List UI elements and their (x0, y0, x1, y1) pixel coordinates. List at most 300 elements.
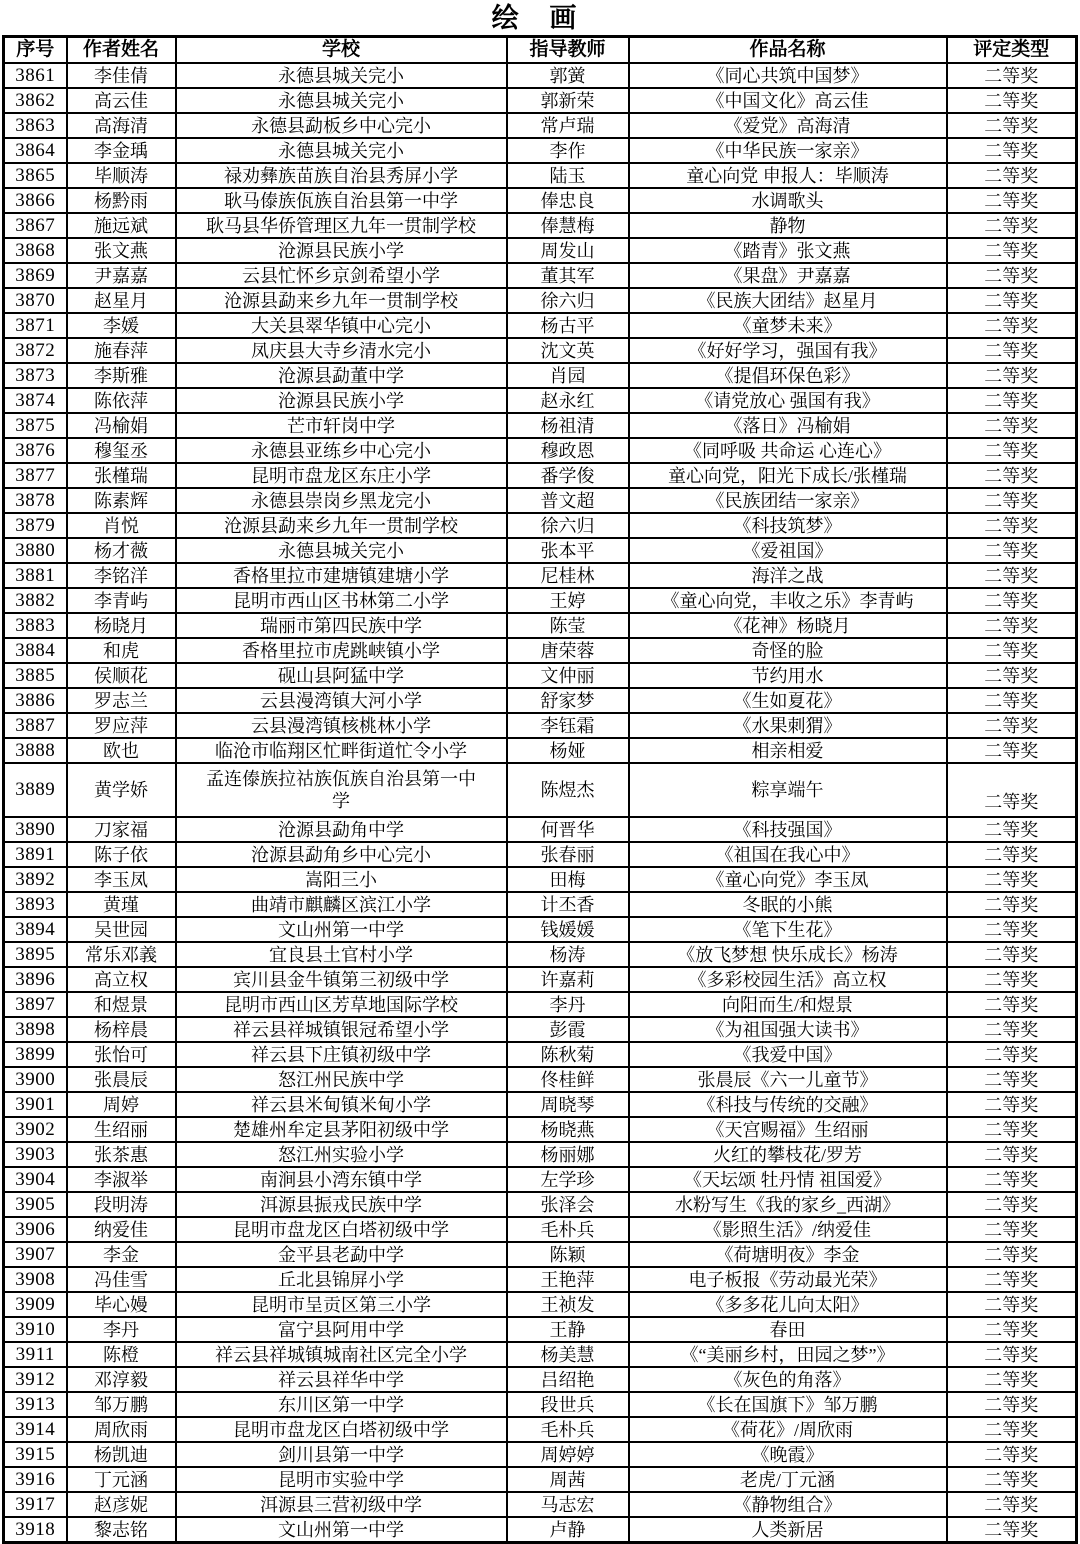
award-cell: 二等奖 (947, 1167, 1077, 1192)
school-cell (176, 1242, 507, 1267)
author-cell: 罗应萍 (67, 713, 176, 738)
award-cell: 二等奖 (947, 1192, 1077, 1217)
school-name: 云县忙怀乡京剑希望小学 (242, 265, 440, 286)
award-cell: 二等奖 (947, 942, 1077, 967)
school-cell (176, 1292, 507, 1317)
school-cell (176, 88, 507, 113)
author-cell: 罗志兰 (67, 688, 176, 713)
work-cell: 《果盘》尹嘉嘉 (629, 263, 947, 288)
award-cell: 二等奖 (947, 1467, 1077, 1492)
school-cell (176, 663, 507, 688)
school-cell (176, 438, 507, 463)
award-cell: 二等奖 (947, 1517, 1077, 1543)
work-cell: 《静物组合》 (629, 1492, 947, 1517)
school-name: 永德县城关完小 (278, 540, 404, 561)
work-cell: 水调歌头 (629, 188, 947, 213)
work-cell: 《同心共筑中国梦》 (629, 63, 947, 88)
school-cell (176, 1317, 507, 1342)
author-cell: 生绍丽 (67, 1117, 176, 1142)
award-cell: 二等奖 (947, 663, 1077, 688)
table-row (4, 238, 1077, 263)
award-cell: 二等奖 (947, 213, 1077, 238)
teacher-cell: 卢静 (507, 1517, 629, 1543)
serial-cell: 3893 (4, 892, 67, 917)
serial-cell: 3888 (4, 738, 67, 763)
author-cell: 施远斌 (67, 213, 176, 238)
teacher-cell: 段世兵 (507, 1392, 629, 1417)
serial-cell: 3890 (4, 817, 67, 842)
work-cell: 《童心向党，丰收之乐》李青屿 (629, 588, 947, 613)
school-cell (176, 1392, 507, 1417)
award-cell: 二等奖 (947, 188, 1077, 213)
school-name: 云县漫湾镇核桃林小学 (251, 715, 431, 736)
serial-cell: 3892 (4, 867, 67, 892)
work-cell: 电子板报《劳动最光荣》 (629, 1267, 947, 1292)
serial-cell: 3878 (4, 488, 67, 513)
author-cell: 陈橙 (67, 1342, 176, 1367)
teacher-cell: 文仲丽 (507, 663, 629, 688)
teacher-cell: 陆玉 (507, 163, 629, 188)
award-cell: 二等奖 (947, 313, 1077, 338)
work-cell: 老虎/丁元涵 (629, 1467, 947, 1492)
table-row (4, 463, 1077, 488)
school-cell (176, 288, 507, 313)
author-cell: 黎志铭 (67, 1517, 176, 1543)
teacher-cell: 周婷婷 (507, 1442, 629, 1467)
table-row (4, 1342, 1077, 1367)
serial-cell: 3911 (4, 1342, 67, 1367)
award-cell: 二等奖 (947, 1117, 1077, 1142)
school-name: 怒江州实验小学 (278, 1144, 404, 1165)
school-cell (176, 992, 507, 1017)
table-row (4, 288, 1077, 313)
table-row (4, 1142, 1077, 1167)
table-row (4, 513, 1077, 538)
school-cell (176, 463, 507, 488)
author-cell: 邓淳毅 (67, 1367, 176, 1392)
author-cell: 肖悦 (67, 513, 176, 538)
serial-cell: 3871 (4, 313, 67, 338)
work-cell: 《中国文化》高云佳 (629, 88, 947, 113)
school-cell (176, 1092, 507, 1117)
serial-cell: 3887 (4, 713, 67, 738)
teacher-cell: 杨古平 (507, 313, 629, 338)
school-cell (176, 1117, 507, 1142)
author-cell: 杨凯迪 (67, 1442, 176, 1467)
school-name: 永德县城关完小 (278, 90, 404, 111)
teacher-cell: 王婷 (507, 588, 629, 613)
table-row (4, 413, 1077, 438)
serial-cell: 3913 (4, 1392, 67, 1417)
author-cell: 纳爱佳 (67, 1217, 176, 1242)
school-name: 楚雄州牟定县茅阳初级中学 (233, 1119, 449, 1140)
serial-cell: 3909 (4, 1292, 67, 1317)
school-name: 香格里拉市虎跳峡镇小学 (242, 640, 440, 661)
author-cell: 陈素辉 (67, 488, 176, 513)
serial-cell: 3912 (4, 1367, 67, 1392)
school-name: 凤庆县大寺乡清水完小 (251, 340, 431, 361)
school-name: 祥云县祥城镇城南社区完全小学 (215, 1344, 467, 1365)
award-cell: 二等奖 (947, 1392, 1077, 1417)
school-name: 大关县翠华镇中心完小 (251, 315, 431, 336)
author-cell: 李斯雅 (67, 363, 176, 388)
work-cell: 《提倡环保色彩》 (629, 363, 947, 388)
award-cell: 二等奖 (947, 1442, 1077, 1467)
school-name: 砚山县阿猛中学 (278, 665, 404, 686)
award-cell: 二等奖 (947, 1292, 1077, 1317)
table-row (4, 88, 1077, 113)
serial-cell: 3882 (4, 588, 67, 613)
table-row (4, 188, 1077, 213)
table-row (4, 138, 1077, 163)
school-cell (176, 1217, 507, 1242)
work-cell: 静物 (629, 213, 947, 238)
award-cell: 二等奖 (947, 1317, 1077, 1342)
author-cell: 尹嘉嘉 (67, 263, 176, 288)
author-cell: 李玉凤 (67, 867, 176, 892)
serial-cell: 3902 (4, 1117, 67, 1142)
work-cell: 奇怪的脸 (629, 638, 947, 663)
author-cell: 高立权 (67, 967, 176, 992)
author-cell: 高云佳 (67, 88, 176, 113)
table-row (4, 1017, 1077, 1042)
work-cell: 《花神》杨晓月 (629, 613, 947, 638)
award-cell: 二等奖 (947, 1417, 1077, 1442)
table-row (4, 563, 1077, 588)
teacher-cell: 杨美慧 (507, 1342, 629, 1367)
school-name: 昆明市呈贡区第三小学 (251, 1294, 431, 1315)
author-cell: 周欣雨 (67, 1417, 176, 1442)
teacher-cell: 唐荣蓉 (507, 638, 629, 663)
school-cell (176, 113, 507, 138)
author-cell: 赵星月 (67, 288, 176, 313)
column-header: 作品名称 (629, 37, 947, 64)
serial-cell: 3889 (4, 763, 67, 817)
school-name: 昆明市盘龙区白塔初级中学 (233, 1419, 449, 1440)
school-name: 沧源县勐角中学 (278, 819, 404, 840)
award-cell: 二等奖 (947, 1042, 1077, 1067)
author-cell: 李佳倩 (67, 63, 176, 88)
column-header: 学校 (176, 37, 507, 64)
award-cell: 二等奖 (947, 1217, 1077, 1242)
serial-cell: 3864 (4, 138, 67, 163)
school-cell (176, 1417, 507, 1442)
school-cell (176, 1042, 507, 1067)
teacher-cell: 张泽会 (507, 1192, 629, 1217)
teacher-cell: 俸慧梅 (507, 213, 629, 238)
school-cell (176, 1142, 507, 1167)
author-cell: 黄瑾 (67, 892, 176, 917)
teacher-cell: 赵永红 (507, 388, 629, 413)
school-name: 文山州第一中学 (278, 919, 404, 940)
work-cell: 《祖国在我心中》 (629, 842, 947, 867)
table-row (4, 663, 1077, 688)
school-name: 怒江州民族中学 (278, 1069, 404, 1090)
serial-cell: 3876 (4, 438, 67, 463)
author-cell: 和虎 (67, 638, 176, 663)
serial-cell: 3883 (4, 613, 67, 638)
award-cell: 二等奖 (947, 563, 1077, 588)
school-cell (176, 1192, 507, 1217)
author-cell: 刀家福 (67, 817, 176, 842)
school-cell (176, 613, 507, 638)
table-row (4, 1392, 1077, 1417)
teacher-cell: 沈文英 (507, 338, 629, 363)
serial-cell: 3917 (4, 1492, 67, 1517)
work-cell: 《民族大团结》赵星月 (629, 288, 947, 313)
table-row (4, 917, 1077, 942)
award-cell: 二等奖 (947, 388, 1077, 413)
table-row (4, 1317, 1077, 1342)
author-cell: 张茶惠 (67, 1142, 176, 1167)
column-header: 指导教师 (507, 37, 629, 64)
teacher-cell: 郭新荣 (507, 88, 629, 113)
school-name: 永德县崇岗乡黑龙完小 (251, 490, 431, 511)
award-cell: 二等奖 (947, 288, 1077, 313)
award-cell: 二等奖 (947, 513, 1077, 538)
award-cell: 二等奖 (947, 1142, 1077, 1167)
award-cell: 二等奖 (947, 1092, 1077, 1117)
award-cell: 二等奖 (947, 1067, 1077, 1092)
table-row (4, 338, 1077, 363)
award-cell: 二等奖 (947, 538, 1077, 563)
work-cell: 《多多花儿向太阳》 (629, 1292, 947, 1317)
school-cell (176, 1367, 507, 1392)
school-cell (176, 1467, 507, 1492)
award-cell: 二等奖 (947, 1017, 1077, 1042)
author-cell: 李媛 (67, 313, 176, 338)
school-cell (176, 1017, 507, 1042)
school-name: 耿马县华侨管理区九年一贯制学校 (206, 215, 476, 236)
teacher-cell: 马志宏 (507, 1492, 629, 1517)
table-row (4, 713, 1077, 738)
author-cell: 冯佳雪 (67, 1267, 176, 1292)
table-row (4, 1442, 1077, 1467)
work-cell: 《同呼吸 共命运 心连心》 (629, 438, 947, 463)
teacher-cell: 张春丽 (507, 842, 629, 867)
award-cell: 二等奖 (947, 363, 1077, 388)
award-cell: 二等奖 (947, 163, 1077, 188)
teacher-cell: 番学俊 (507, 463, 629, 488)
school-name: 剑川县第一中学 (278, 1444, 404, 1465)
work-cell: 向阳而生/和煜景 (629, 992, 947, 1017)
teacher-cell: 周茜 (507, 1467, 629, 1492)
work-cell: 《童心向党》李玉凤 (629, 867, 947, 892)
school-cell (176, 638, 507, 663)
author-cell: 杨梓晨 (67, 1017, 176, 1042)
school-name: 祥云县米甸镇米甸小学 (251, 1094, 431, 1115)
serial-cell: 3877 (4, 463, 67, 488)
table-row (4, 688, 1077, 713)
school-cell (176, 138, 507, 163)
author-cell: 杨晓月 (67, 613, 176, 638)
school-name: 永德县亚练乡中心完小 (251, 440, 431, 461)
author-cell: 张晨辰 (67, 1067, 176, 1092)
school-name: 昆明市西山区书林第二小学 (233, 590, 449, 611)
table-row (4, 213, 1077, 238)
table-row (4, 388, 1077, 413)
teacher-cell: 王艳萍 (507, 1267, 629, 1292)
table-row (4, 638, 1077, 663)
work-cell: 童心向党，阳光下成长/张槿瑞 (629, 463, 947, 488)
table-row (4, 1067, 1077, 1092)
school-cell (176, 892, 507, 917)
table-row (4, 1492, 1077, 1517)
award-cell: 二等奖 (947, 338, 1077, 363)
work-cell: 《天宫赐福》生绍丽 (629, 1117, 947, 1142)
school-cell (176, 1067, 507, 1092)
author-cell: 杨才薇 (67, 538, 176, 563)
table-row (4, 1467, 1077, 1492)
school-cell (176, 688, 507, 713)
table-row (4, 967, 1077, 992)
work-cell: 《荷花》/周欣雨 (629, 1417, 947, 1442)
table-row (4, 942, 1077, 967)
work-cell: 张晨辰《六一儿童节》 (629, 1067, 947, 1092)
serial-cell: 3904 (4, 1167, 67, 1192)
work-cell: 《荷塘明夜》李金 (629, 1242, 947, 1267)
table-row (4, 1117, 1077, 1142)
serial-cell: 3870 (4, 288, 67, 313)
teacher-cell: 董其军 (507, 263, 629, 288)
work-cell: 《灰色的角落》 (629, 1367, 947, 1392)
author-cell: 张文燕 (67, 238, 176, 263)
serial-cell: 3873 (4, 363, 67, 388)
table-row (4, 867, 1077, 892)
school-cell (176, 263, 507, 288)
author-cell: 穆玺丞 (67, 438, 176, 463)
school-name: 孟连傣族拉祜族佤族自治县第一中学 (206, 769, 476, 811)
serial-cell: 3899 (4, 1042, 67, 1067)
teacher-cell: 毛朴兵 (507, 1417, 629, 1442)
author-cell: 张怡可 (67, 1042, 176, 1067)
teacher-cell: 舒家梦 (507, 688, 629, 713)
work-cell: 《踏青》张文燕 (629, 238, 947, 263)
award-cell: 二等奖 (947, 763, 1077, 817)
award-cell: 二等奖 (947, 867, 1077, 892)
serial-cell: 3872 (4, 338, 67, 363)
school-name: 东川区第一中学 (278, 1394, 404, 1415)
award-cell: 二等奖 (947, 738, 1077, 763)
award-cell: 二等奖 (947, 1267, 1077, 1292)
serial-cell: 3861 (4, 63, 67, 88)
school-name: 文山州第一中学 (278, 1519, 404, 1540)
serial-cell: 3900 (4, 1067, 67, 1092)
work-cell: 海洋之战 (629, 563, 947, 588)
table-row (4, 738, 1077, 763)
serial-cell: 3905 (4, 1192, 67, 1217)
serial-cell: 3866 (4, 188, 67, 213)
school-name: 瑞丽市第四民族中学 (260, 615, 422, 636)
table-row (4, 263, 1077, 288)
author-cell: 李丹 (67, 1317, 176, 1342)
table-row (4, 488, 1077, 513)
table-row (4, 892, 1077, 917)
serial-cell: 3886 (4, 688, 67, 713)
school-name: 富宁县阿用中学 (278, 1319, 404, 1340)
table-row (4, 992, 1077, 1017)
school-name: 祥云县下庄镇初级中学 (251, 1044, 431, 1065)
author-cell: 李淑举 (67, 1167, 176, 1192)
serial-cell: 3915 (4, 1442, 67, 1467)
school-name: 曲靖市麒麟区滨江小学 (251, 894, 431, 915)
table-row (4, 1242, 1077, 1267)
table-row (4, 1367, 1077, 1392)
school-cell (176, 538, 507, 563)
author-cell: 和煜景 (67, 992, 176, 1017)
school-name: 沧源县勐来乡九年一贯制学校 (224, 515, 458, 536)
author-cell: 李金 (67, 1242, 176, 1267)
school-name: 祥云县祥城镇银冠希望小学 (233, 1019, 449, 1040)
teacher-cell: 杨丽娜 (507, 1142, 629, 1167)
teacher-cell: 何晋华 (507, 817, 629, 842)
school-name: 昆明市盘龙区东庄小学 (251, 465, 431, 486)
work-cell: 《爱祖国》 (629, 538, 947, 563)
teacher-cell: 徐六归 (507, 288, 629, 313)
work-cell: 相亲相爱 (629, 738, 947, 763)
table-row (4, 613, 1077, 638)
work-cell: 《我爱中国》 (629, 1042, 947, 1067)
school-name: 沧源县勐来乡九年一贯制学校 (224, 290, 458, 311)
page-title: 绘 画 (491, 3, 589, 33)
school-cell (176, 763, 507, 817)
school-name: 嵩阳三小 (305, 869, 377, 890)
work-cell: 《爱党》高海清 (629, 113, 947, 138)
award-cell: 二等奖 (947, 113, 1077, 138)
author-cell: 李青屿 (67, 588, 176, 613)
serial-cell: 3884 (4, 638, 67, 663)
serial-cell: 3879 (4, 513, 67, 538)
school-cell (176, 1492, 507, 1517)
school-name: 临沧市临翔区忙畔街道忙令小学 (215, 740, 467, 761)
school-name: 洱源县振戎民族中学 (260, 1194, 422, 1215)
author-cell: 张槿瑞 (67, 463, 176, 488)
teacher-cell: 王静 (507, 1317, 629, 1342)
work-cell: 人类新居 (629, 1517, 947, 1543)
teacher-cell: 王祯发 (507, 1292, 629, 1317)
school-cell (176, 413, 507, 438)
serial-cell: 3867 (4, 213, 67, 238)
table-row (4, 1267, 1077, 1292)
author-cell: 丁元涵 (67, 1467, 176, 1492)
teacher-cell: 李作 (507, 138, 629, 163)
award-cell: 二等奖 (947, 463, 1077, 488)
serial-cell: 3891 (4, 842, 67, 867)
school-cell (176, 313, 507, 338)
award-table (2, 35, 1078, 1544)
table-row (4, 363, 1077, 388)
teacher-cell: 周发山 (507, 238, 629, 263)
award-cell: 二等奖 (947, 88, 1077, 113)
award-cell: 二等奖 (947, 842, 1077, 867)
work-cell: 《天坛颂 牡丹情 祖国爱》 (629, 1167, 947, 1192)
teacher-cell: 佟桂鲜 (507, 1067, 629, 1092)
award-cell: 二等奖 (947, 688, 1077, 713)
award-cell: 二等奖 (947, 892, 1077, 917)
serial-cell: 3898 (4, 1017, 67, 1042)
school-name: 丘北县锦屏小学 (278, 1269, 404, 1290)
author-cell: 陈依萍 (67, 388, 176, 413)
author-cell: 周婷 (67, 1092, 176, 1117)
serial-cell: 3916 (4, 1467, 67, 1492)
table-row (4, 763, 1077, 817)
teacher-cell: 普文超 (507, 488, 629, 513)
author-cell: 毕心嫚 (67, 1292, 176, 1317)
work-cell: 《生如夏花》 (629, 688, 947, 713)
teacher-cell: 穆政恩 (507, 438, 629, 463)
work-cell: 童心向党 申报人：毕顺涛 (629, 163, 947, 188)
school-name: 洱源县三营初级中学 (260, 1494, 422, 1515)
